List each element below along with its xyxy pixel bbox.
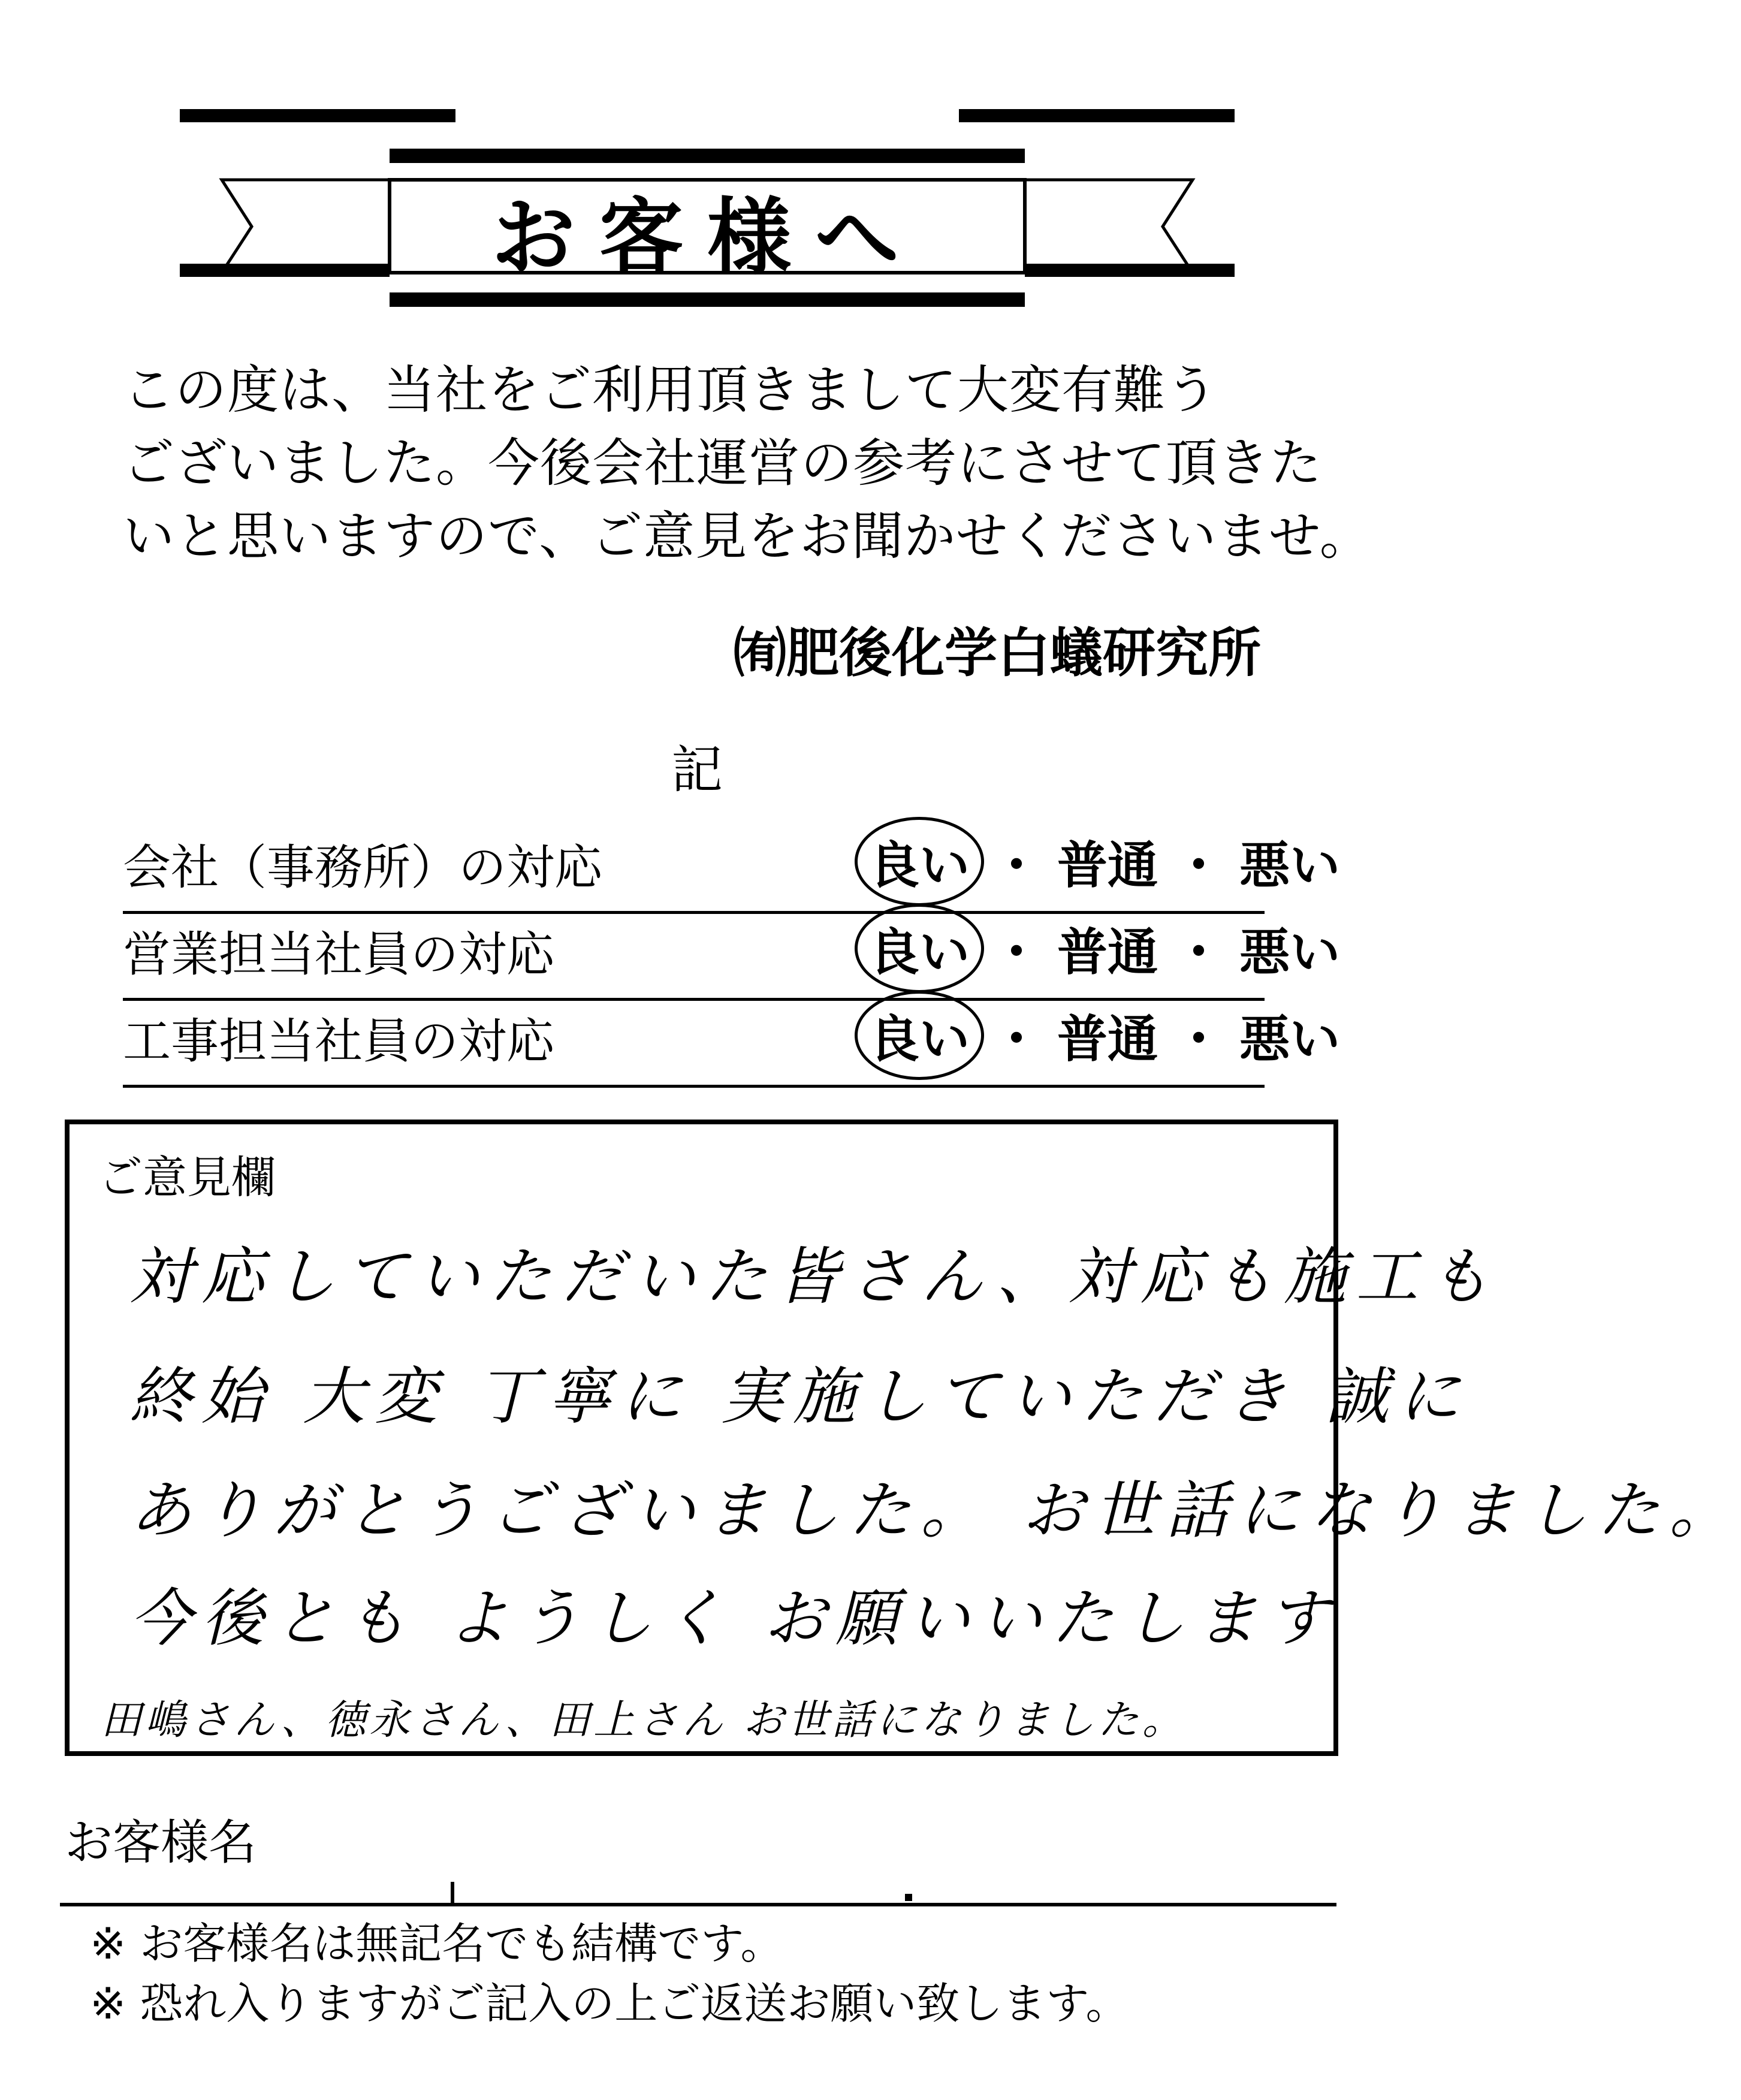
choice-bad[interactable]: 悪い [1239,923,1341,982]
field-mark [905,1894,912,1901]
field-mark [451,1882,454,1906]
comment-box[interactable] [65,1120,1741,1756]
choice-normal[interactable]: 普通 [1057,836,1158,895]
intro-line: いと思いますので、ご意見をお聞かせくださいませ。 [123,506,1372,566]
banner-title: お客様へ [491,188,923,287]
handwritten-line: 対応していただいた皆さん、対応も施工も [129,1240,1500,1313]
rating-label: 工事担当社員の対応 [123,1013,554,1069]
separator: ・ [1173,836,1224,895]
choice-bad[interactable]: 悪い [1239,836,1341,895]
choice-normal[interactable]: 普通 [1057,1010,1158,1069]
selection-circle [855,991,984,1080]
separator: ・ [991,836,1042,895]
choice-good-selected[interactable]: 良い [863,999,976,1072]
rating-choices [863,825,1340,898]
rating-choices [863,912,1340,985]
separator: ・ [991,1010,1042,1069]
ki-heading: 記 [671,740,723,800]
rating-row-sales [123,908,1341,1001]
separator: ・ [1173,1010,1224,1069]
rating-choices [863,999,1340,1072]
company-name: ㈲肥後化学白蟻研究所 [733,622,1261,684]
handwritten-line: 今後とも ようしく お願いいたします [129,1582,1339,1655]
handwritten-line: 終始 大変 丁寧に 実施していただき 誠に [129,1360,1470,1433]
intro-text [123,354,1372,573]
choice-good-selected[interactable]: 良い [863,825,976,898]
handwritten-line: ありがとうございました。 お世話になりました。 [129,1474,1741,1547]
selection-circle [855,904,984,993]
customer-name-label: お客様名 [65,1815,257,1870]
rating-row-construction [123,995,1341,1088]
choice-normal[interactable]: 普通 [1057,923,1158,982]
note-line: ※ 恐れ入りますがご記入の上ご返送お願い致します。 [90,1978,1129,2029]
separator: ・ [991,923,1042,982]
intro-line: この度は、当社をご利用頂きまして大変有難う [123,360,1218,420]
separator: ・ [1173,923,1224,982]
comment-heading: ご意見欄 [98,1152,276,1203]
choice-bad[interactable]: 悪い [1239,1010,1341,1069]
handwritten-footer: 田嶋さん、徳永さん、田上さん お世話になりました。 [101,1697,1187,1744]
rating-label: 会社（事務所）の対応 [123,840,602,895]
customer-name-field[interactable] [60,1903,1336,1906]
choice-good-selected[interactable]: 良い [863,912,976,985]
note-line: ※ お客様名は無記名でも結構です。 [90,1918,784,1969]
rating-label: 営業担当社員の対応 [123,927,554,982]
rating-row-office [123,821,1341,914]
selection-circle [855,817,984,906]
intro-line: ございました。今後会社運営の参考にさせて頂きた [123,433,1322,493]
